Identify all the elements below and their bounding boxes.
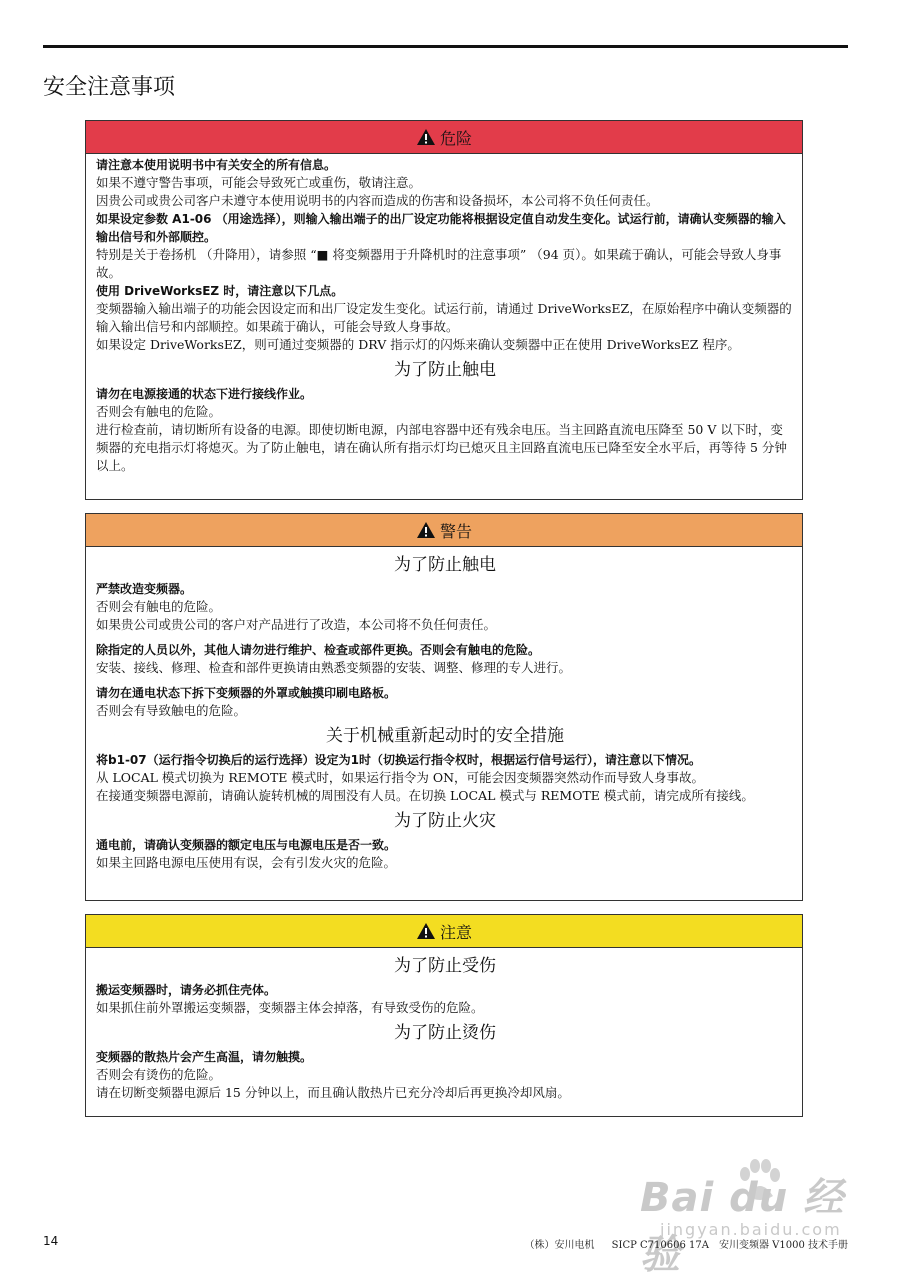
caution-header <box>86 915 802 948</box>
caution-line: 否则会有烫伤的危险。 <box>96 1067 222 1082</box>
danger-header <box>86 121 802 154</box>
warning-line: 如果贵公司或贵公司的客户对产品进行了改造，本公司将不负任何责任。 <box>96 617 497 632</box>
warning-section-title: 为了防止触电 <box>394 555 496 575</box>
warning-section-title: 为了防止火灾 <box>394 811 496 831</box>
warning-line: 除指定的人员以外，其他人请勿进行维护、检查或部件更换。否则会有触电的危险。 <box>96 643 541 657</box>
danger-box <box>85 120 803 500</box>
caution-line: 请在切断变频器电源后 15 分钟以上，而且确认散热片已充分冷却后再更换冷却风扇。 <box>96 1085 570 1100</box>
top-rule <box>43 45 848 48</box>
caution-section-title: 为了防止烫伤 <box>394 1023 496 1043</box>
warning-line: 通电前，请确认变频器的额定电压与电源电压是否一致。 <box>96 838 397 852</box>
warning-header <box>86 514 802 547</box>
warning-section-title: 关于机械重新起动时的安全措施 <box>326 726 564 746</box>
danger-line: 否则会有触电的危险。 <box>96 404 222 419</box>
danger-label: 危险 <box>439 128 472 148</box>
footer-document: SICP C710606 17A 安川变频器 V1000 技术手册 <box>611 1240 848 1251</box>
warning-line: 否则会有导致触电的危险。 <box>96 703 247 718</box>
danger-body <box>86 154 802 478</box>
warning-label: 警告 <box>439 521 472 541</box>
warning-triangle-icon <box>416 922 436 940</box>
danger-line: 特别是关于卷扬机 （升降用），请参照 “■ 将变频器用于升降机时的注意事项” （94 页）。如果疏于确认，可能会导致人身事故。 <box>96 247 782 280</box>
danger-line: 进行检查前，请切断所有设备的电源。即使切断电源，内部电容器中还有残余电压。当主回路直流电压降至 50 V 以下时，变频器的充电指示灯将熄灭。为了防止触电，请在确认所有指示灯均已熄灭且主回路直流电压已降至安全水平后，再等待 5 分钟以上。 <box>96 422 787 473</box>
caution-line: 搬运变频器时，请务必抓住壳体。 <box>96 983 277 997</box>
warning-line: 请勿在通电状态下拆下变频器的外罩或触摸印刷电路板。 <box>96 686 397 700</box>
baidu-jingyan-watermark <box>640 1158 870 1278</box>
danger-line: 请勿在电源接通的状态下进行接线作业。 <box>96 387 313 401</box>
warning-line: 否则会有触电的危险。 <box>96 599 222 614</box>
watermark-sub: jingyan.baidu.com <box>660 1220 842 1239</box>
warning-line: 将b1-07（运行指令切换后的运行选择）设定为1时（切换运行指令权时，根据运行信号运行），请注意以下情况。 <box>96 753 701 767</box>
danger-line: 请注意本使用说明书中有关安全的所有信息。 <box>96 158 337 172</box>
caution-body <box>86 948 802 1105</box>
warning-triangle-icon <box>416 128 436 146</box>
page-number: 14 <box>43 1234 59 1248</box>
watermark-main: Bai du 经验 <box>640 1175 845 1278</box>
page-title: 安全注意事项 <box>43 75 176 100</box>
danger-line: 变频器输入输出端子的功能会因设定而和出厂设定发生变化。试运行前，请通过 DriveWorksEZ，在原始程序中确认变频器的输入输出信号和内部顺控。如果疏于确认，可能会导致人身事故。 <box>96 301 792 334</box>
caution-line: 变频器的散热片会产生高温，请勿触摸。 <box>96 1050 313 1064</box>
warning-triangle-icon <box>416 521 436 539</box>
caution-section-title: 为了防止受伤 <box>394 956 496 976</box>
warning-box <box>85 513 803 901</box>
caution-line: 如果抓住前外罩搬运变频器，变频器主体会掉落，有导致受伤的危险。 <box>96 1000 484 1015</box>
warning-line: 在接通变频器电源前，请确认旋转机械的周围没有人员。在切换 LOCAL 模式与 REMOTE 模式前，请完成所有接线。 <box>96 788 754 803</box>
warning-line: 安装、接线、修理、检查和部件更换请由熟悉变频器的安装、调整、修理的专人进行。 <box>96 660 572 675</box>
danger-line: 如果设定 DriveWorksEZ，则可通过变频器的 DRV 指示灯的闪烁来确认变频器中正在使用 DriveWorksEZ 程序。 <box>96 337 740 352</box>
page-footer <box>524 1236 848 1251</box>
warning-line: 从 LOCAL 模式切换为 REMOTE 模式时，如果运行指令为 ON，可能会因变频器突然动作而导致人身事故。 <box>96 770 705 785</box>
danger-line: 如果设定参数 A1-06 （用途选择），则输入输出端子的出厂设定功能将根据设定值自动发生变化。试运行前，请确认变频器的输入输出信号和外部顺控。 <box>96 212 786 244</box>
danger-line: 使用 DriveWorksEZ 时，请注意以下几点。 <box>96 284 344 298</box>
caution-label: 注意 <box>439 922 472 942</box>
warning-line: 严禁改造变频器。 <box>96 582 193 596</box>
warning-line: 如果主回路电源电压使用有误，会有引发火灾的危险。 <box>96 855 397 870</box>
footer-company: （株）安川电机 <box>524 1240 595 1251</box>
warning-body <box>86 547 802 875</box>
danger-line: 如果不遵守警告事项，可能会导致死亡或重伤，敬请注意。 <box>96 175 422 190</box>
danger-line: 因贵公司或贵公司客户未遵守本使用说明书的内容而造成的伤害和设备损坏，本公司将不负任何责任。 <box>96 193 659 208</box>
caution-box <box>85 914 803 1117</box>
danger-section-title: 为了防止触电 <box>394 360 496 380</box>
